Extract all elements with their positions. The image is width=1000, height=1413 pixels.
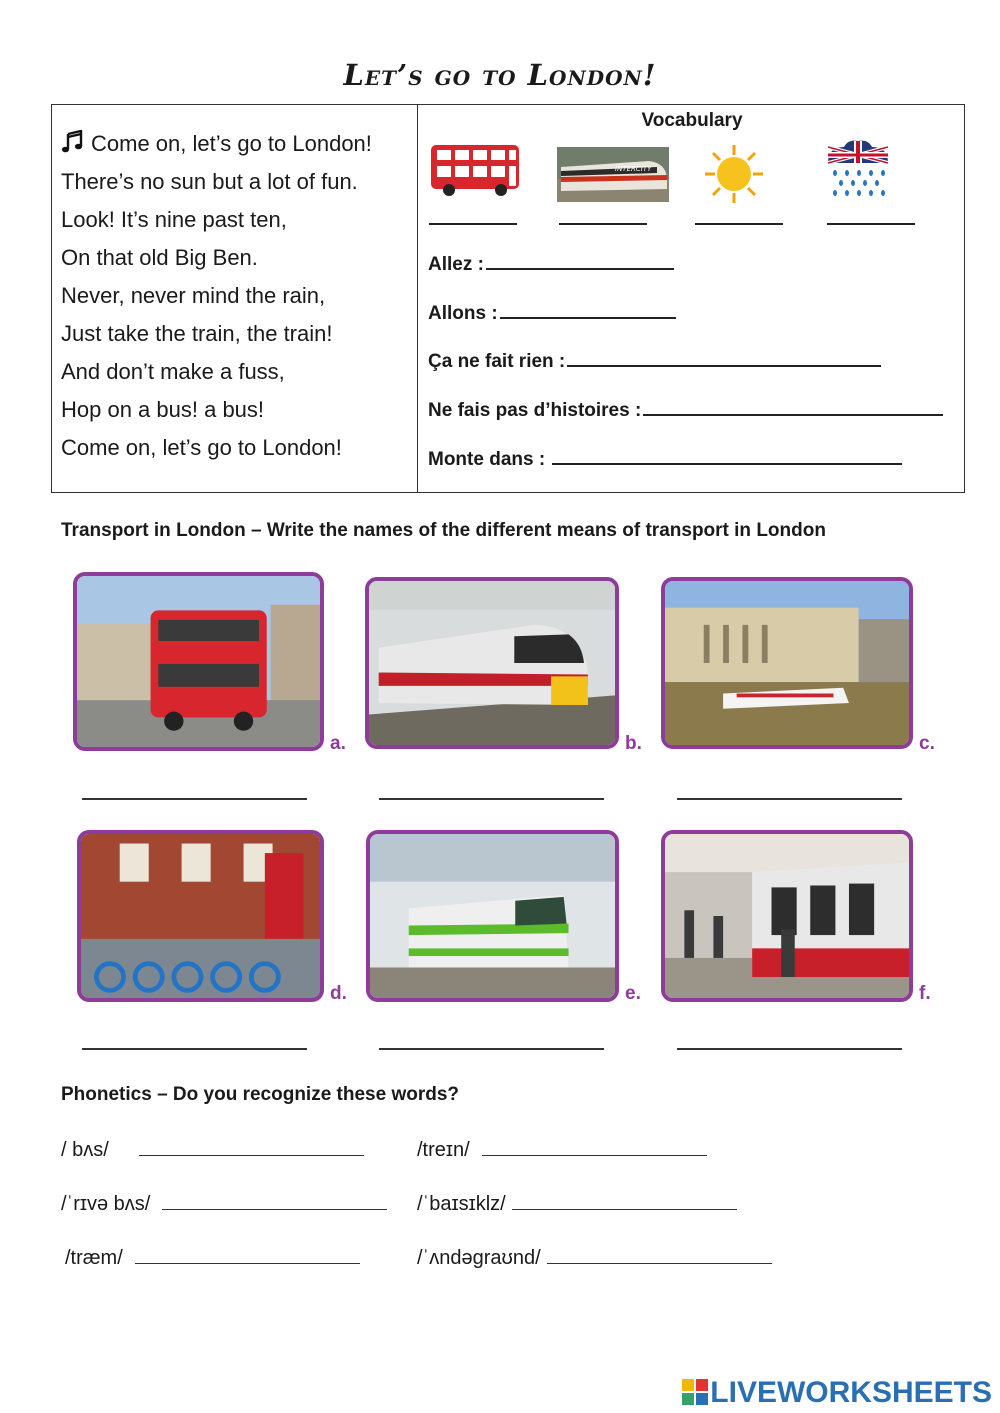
song-lyrics [52, 105, 418, 492]
photo-underground [661, 830, 913, 1002]
answer-ca-ne-fait-rien[interactable] [567, 350, 881, 367]
answer-line-a[interactable] [82, 798, 307, 800]
lyric-line-9: Come on, let’s go to London! [61, 435, 342, 460]
song-vocabulary-table [51, 104, 965, 493]
answer-line-c[interactable] [677, 798, 902, 800]
train-icon [557, 147, 669, 202]
answer-line-f[interactable] [677, 1048, 902, 1050]
sun-icon [703, 143, 765, 205]
answer-monte-dans[interactable] [552, 448, 902, 465]
answer-allez[interactable] [486, 253, 674, 270]
phonetic-answer-3[interactable] [162, 1192, 387, 1210]
phonetic-answer-5[interactable] [135, 1246, 360, 1264]
train-icon-label: INTERCITY [615, 165, 652, 173]
prompt-allez: Allez : [428, 253, 674, 276]
answer-line-b[interactable] [379, 798, 604, 800]
phonetic-item-4: /ˈbaɪsɪklz/ [417, 1192, 737, 1216]
lyric-line-1: Come on, let’s go to London! [61, 129, 417, 167]
rain-cloud-icon [826, 139, 890, 205]
phonetic-answer-6[interactable] [547, 1246, 772, 1264]
photo-label-c: c. [919, 733, 935, 754]
lyric-line-2: There’s no sun but a lot of fun. [61, 169, 358, 194]
lyric-line-3: Look! It’s nine past ten, [61, 207, 287, 232]
prompt-allons: Allons : [428, 302, 676, 325]
transport-heading: Transport in London – Write the names of the different means of transport in London [61, 520, 826, 541]
lyric-line-7: And don’t make a fuss, [61, 359, 285, 384]
photo-bicycles [77, 830, 324, 1002]
photo-label-b: b. [625, 733, 642, 754]
answer-ne-fais-pas[interactable] [643, 399, 943, 416]
vocab-answer-train[interactable] [559, 223, 647, 225]
photo-bus [73, 572, 324, 751]
lyric-line-5: Never, never mind the rain, [61, 283, 326, 308]
phonetic-answer-2[interactable] [482, 1138, 707, 1156]
vocabulary-title: Vocabulary [641, 110, 743, 131]
prompt-monte-dans: Monte dans : [428, 448, 902, 471]
bus-icon [429, 143, 521, 197]
phonetic-item-2: /treɪn/ [417, 1138, 707, 1162]
photo-train [365, 577, 619, 749]
photo-tram [366, 830, 619, 1002]
page-title: Let’s go to London! [343, 58, 657, 92]
answer-allons[interactable] [500, 302, 676, 319]
phonetic-item-6: /ˈʌndəgraʊnd/ [417, 1246, 772, 1270]
phonetic-answer-1[interactable] [139, 1138, 364, 1156]
lyric-line-4: On that old Big Ben. [61, 245, 258, 270]
phonetic-item-1: / bʌs/ [61, 1138, 364, 1162]
music-note-icon [61, 130, 85, 154]
phonetic-item-3: /ˈrɪvə bʌs/ [61, 1192, 387, 1216]
photo-label-e: e. [625, 983, 641, 1004]
photo-label-f: f. [919, 983, 931, 1004]
phonetics-heading: Phonetics – Do you recognize these words? [61, 1084, 460, 1105]
vocab-answer-sun[interactable] [695, 223, 783, 225]
prompt-ne-fais-pas: Ne fais pas d’histoires : [428, 399, 943, 422]
answer-line-e[interactable] [379, 1048, 604, 1050]
lyric-line-6: Just take the train, the train! [61, 321, 333, 346]
prompt-ca-ne-fait-rien: Ça ne fait rien : [428, 350, 881, 373]
photo-boat [661, 577, 913, 749]
liveworksheets-logo-icon [682, 1379, 708, 1405]
photo-label-d: d. [330, 983, 347, 1004]
vocab-answer-bus[interactable] [429, 223, 517, 225]
lyric-line-8: Hop on a bus! a bus! [61, 397, 265, 422]
phonetic-item-5: /træm/ [65, 1246, 360, 1270]
photo-label-a: a. [330, 733, 346, 754]
vocab-answer-rain[interactable] [827, 223, 915, 225]
liveworksheets-brand: LIVEWORKSHEETS [682, 1376, 992, 1410]
answer-line-d[interactable] [82, 1048, 307, 1050]
phonetic-answer-4[interactable] [512, 1192, 737, 1210]
vocabulary-section [419, 105, 965, 492]
